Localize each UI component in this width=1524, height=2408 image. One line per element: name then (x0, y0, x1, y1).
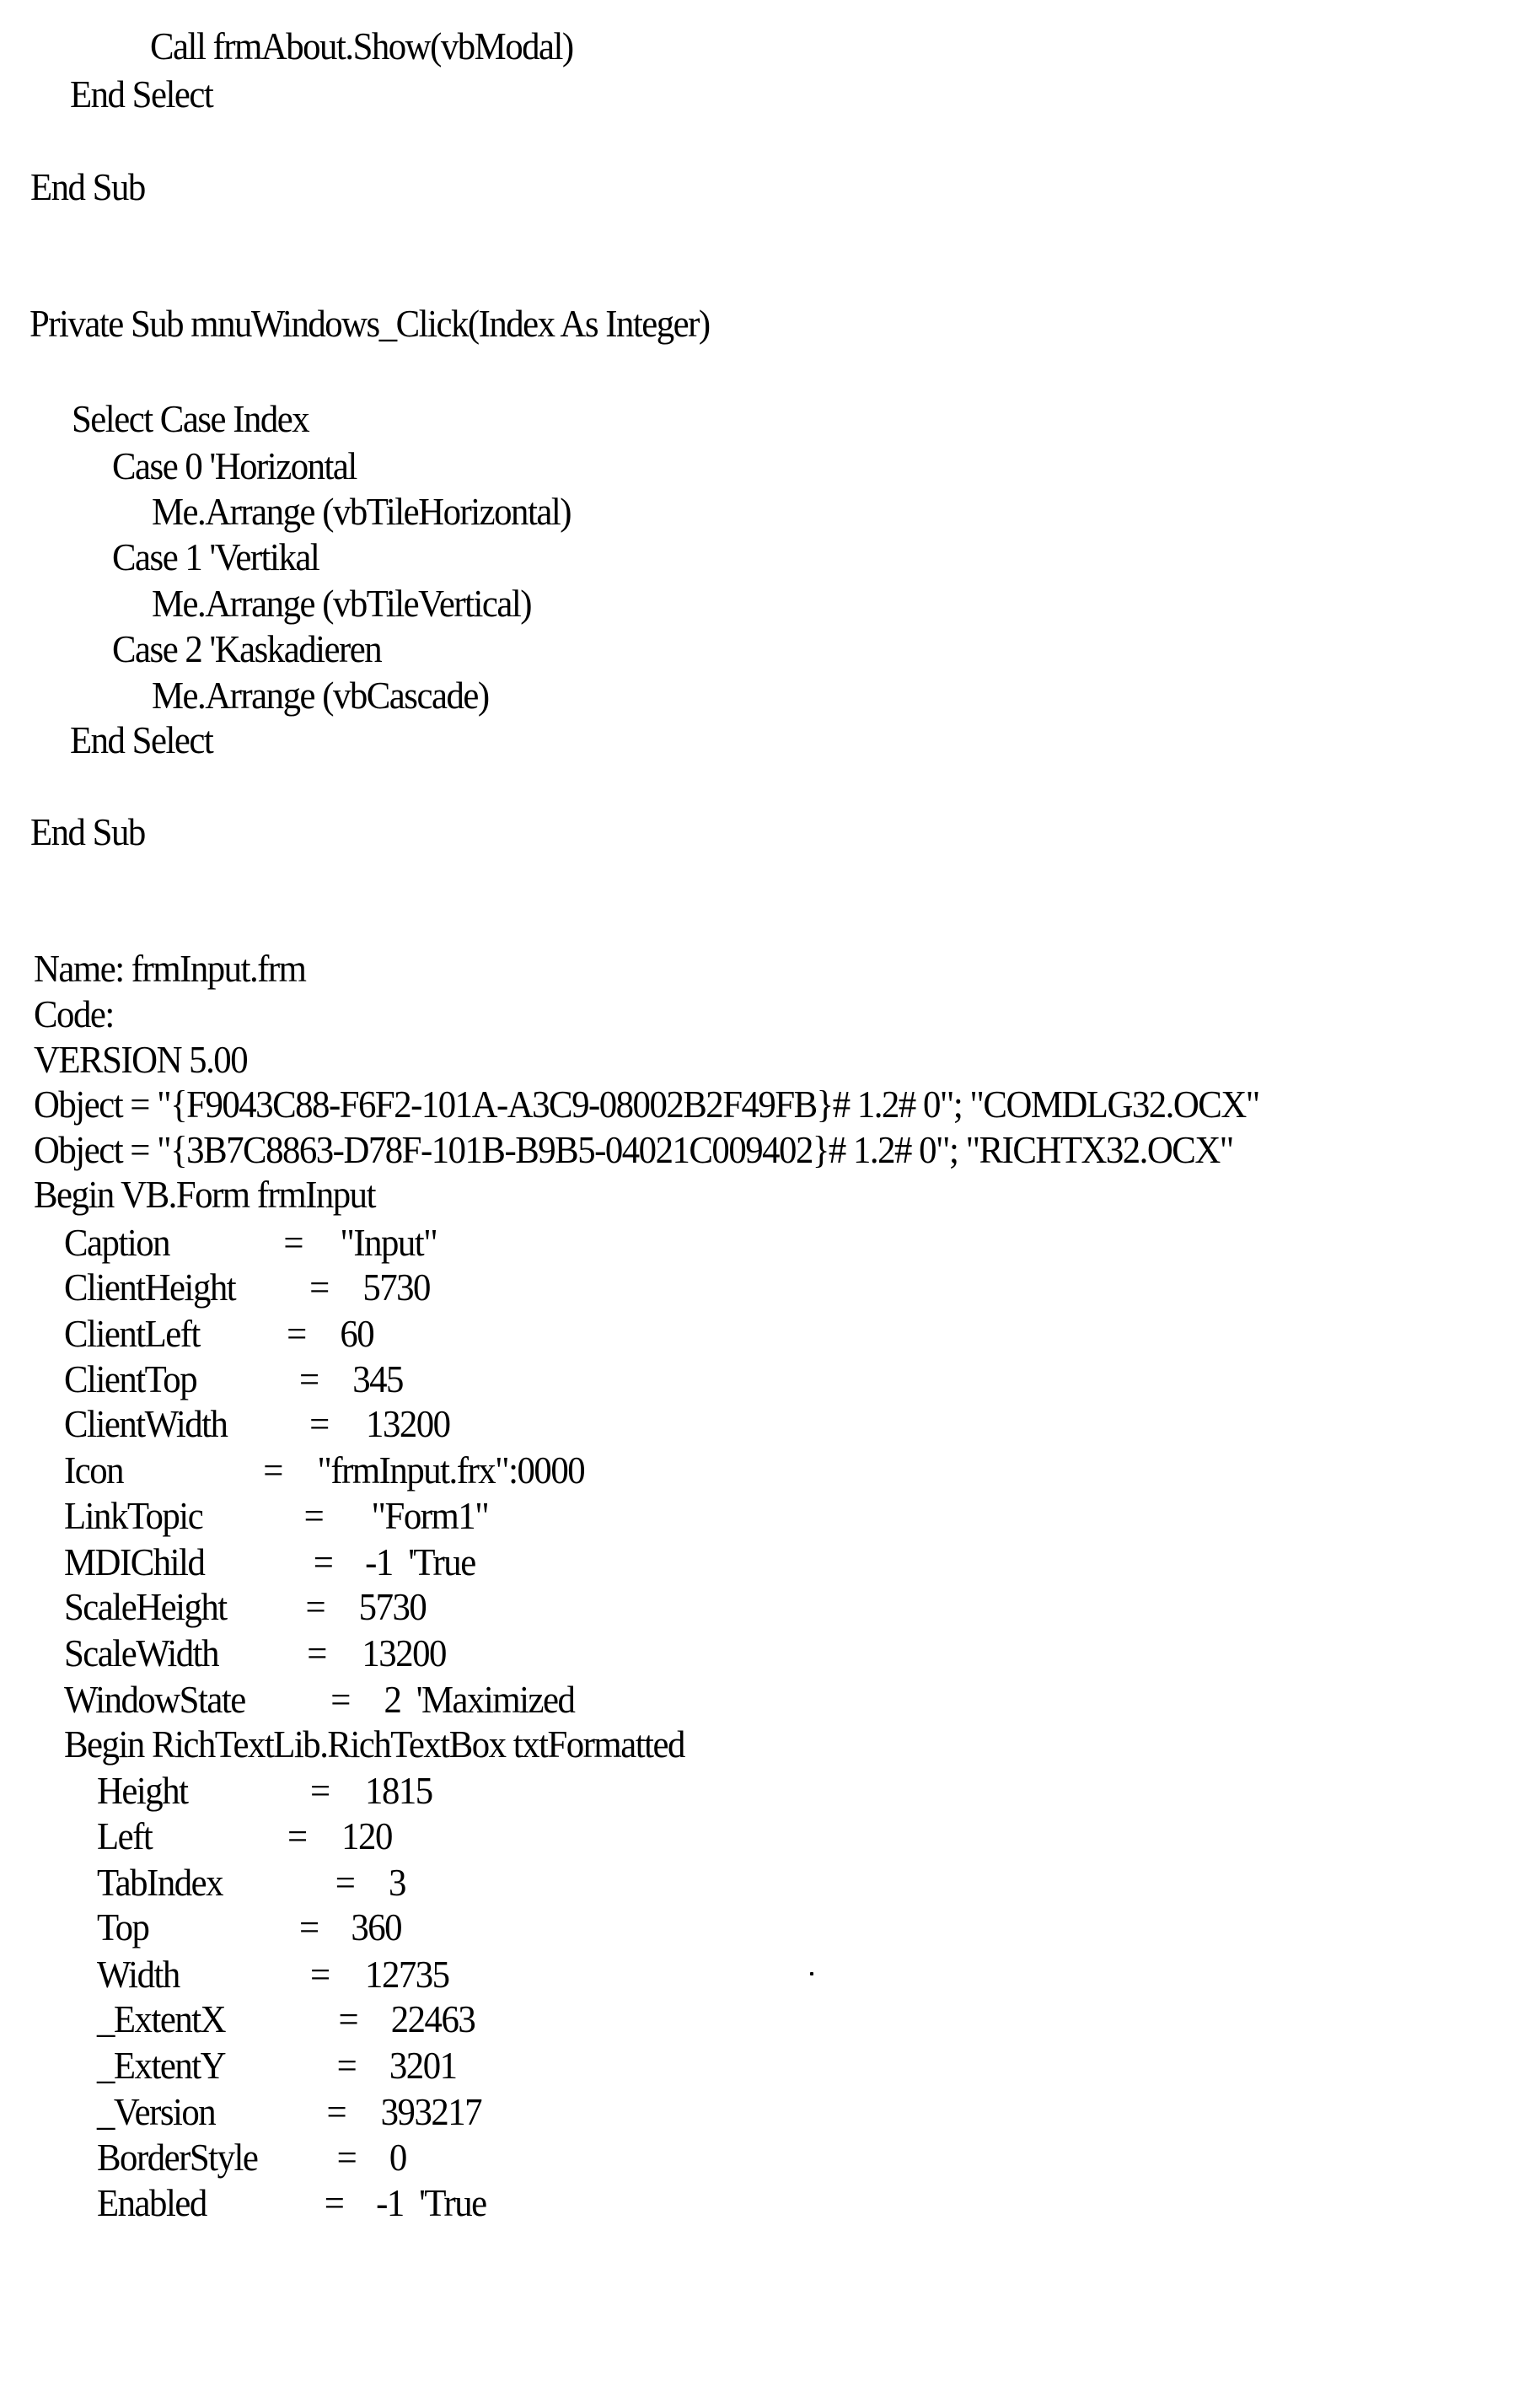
property-row (64, 1631, 613, 1676)
property-value: 2 'Maximized (384, 1678, 575, 1721)
equals-sign: = (299, 1357, 319, 1400)
object-reference-line: Object = "{F9043C88-F6F2-101A-A3C9-08002B2F49FB}# 1.2# 0"; "COMDLG32.OCX" (34, 1083, 1259, 1126)
property-value: 3201 (389, 2044, 457, 2087)
property-value: -1 'True (376, 2181, 486, 2224)
property-key: Top (97, 1905, 149, 1948)
property-row (64, 1584, 613, 1630)
property-value: 22463 (390, 1997, 475, 2040)
property-row (97, 1768, 646, 1814)
property-value: "Form1" (371, 1494, 489, 1537)
property-value: 1815 (365, 1769, 432, 1812)
property-key: WindowState (64, 1678, 245, 1721)
object-reference-line: Object = "{3B7C8863-D78F-101B-B9B5-04021C009402}# 1.2# 0"; "RICHTX32.OCX" (34, 1128, 1233, 1171)
code-line: End Sub (30, 165, 145, 208)
property-value: 5730 (362, 1266, 430, 1309)
equals-sign: = (298, 1905, 319, 1948)
version-line: VERSION 5.00 (34, 1038, 248, 1081)
property-row (97, 2180, 646, 2226)
property-key: LinkTopic (64, 1494, 203, 1537)
equals-sign: = (303, 1494, 324, 1537)
property-row (97, 1860, 646, 1905)
equals-sign: = (336, 2136, 357, 2179)
property-row (64, 1401, 613, 1447)
property-key: ScaleHeight (64, 1585, 227, 1628)
property-value: -1 'True (365, 1540, 475, 1583)
equals-sign: = (335, 1861, 355, 1904)
property-row (64, 1540, 613, 1585)
property-key: Height (97, 1769, 188, 1812)
equals-sign: = (263, 1449, 282, 1492)
code-line: Me.Arrange (vbCascade) (152, 674, 489, 717)
code-line: Me.Arrange (vbTileHorizontal) (152, 490, 572, 533)
equals-sign: = (283, 1221, 303, 1264)
code-line: End Select (70, 73, 213, 116)
property-key: _ExtentX (97, 1997, 226, 2040)
property-key: MDIChild (64, 1540, 205, 1583)
property-key: ClientHeight (64, 1266, 236, 1309)
code-line: Case 0 'Horizontal (112, 444, 357, 487)
equals-sign: = (309, 1402, 329, 1445)
property-key: TabIndex (97, 1861, 223, 1904)
property-row (97, 2135, 646, 2180)
code-line: Case 2 'Kaskadieren (112, 627, 382, 670)
equals-sign: = (338, 1997, 358, 2040)
property-row (97, 1997, 646, 2042)
equals-sign: = (324, 2181, 344, 2224)
property-key: ClientTop (64, 1357, 197, 1400)
property-row (64, 1265, 613, 1310)
property-value: 393217 (380, 2090, 482, 2133)
property-value: 60 (340, 1312, 374, 1355)
property-row (64, 1448, 691, 1493)
equals-sign: = (336, 2044, 357, 2087)
property-row (97, 1814, 646, 1859)
property-key: Enabled (97, 2181, 207, 2224)
property-row (64, 1493, 613, 1539)
sub-declaration: Private Sub mnuWindows_Click(Index As Integer) (30, 302, 710, 345)
equals-sign: = (326, 2090, 346, 2133)
property-value: 13200 (366, 1402, 450, 1445)
property-key: ScaleWidth (64, 1631, 218, 1674)
equals-sign: = (307, 1631, 326, 1674)
property-row (97, 2089, 646, 2135)
code-line: End Sub (30, 810, 145, 853)
property-key: ClientLeft (64, 1312, 200, 1355)
code-line: Call frmAbout.Show(vbModal) (150, 24, 573, 67)
property-value: 3 (388, 1861, 405, 1904)
property-value: 0 (389, 2136, 406, 2179)
property-value: "frmInput.frx":0000 (317, 1449, 585, 1492)
file-name-label: Name: frmInput.frm (34, 947, 306, 990)
form-begin-line: Begin VB.Form frmInput (34, 1173, 375, 1216)
property-row (97, 1952, 646, 1997)
property-row (64, 1357, 613, 1402)
property-key: Icon (64, 1449, 124, 1492)
property-row (97, 2043, 646, 2088)
property-key: BorderStyle (97, 2136, 258, 2179)
code-line: End Select (70, 718, 213, 761)
code-line: Me.Arrange (vbTileVertical) (152, 582, 532, 625)
property-value: 345 (352, 1357, 403, 1400)
code-line: Case 1 'Vertikal (112, 535, 319, 578)
property-value: 120 (341, 1814, 392, 1857)
property-value: "Input" (340, 1221, 437, 1264)
code-line: Select Case Index (72, 397, 309, 440)
equals-sign: = (309, 1266, 329, 1309)
property-row (64, 1311, 613, 1357)
property-value: 5730 (358, 1585, 427, 1628)
equals-sign: = (309, 1769, 330, 1812)
property-value: 13200 (362, 1631, 446, 1674)
property-key: _Version (97, 2090, 216, 2133)
property-value: 12735 (365, 1953, 449, 1996)
equals-sign: = (287, 1312, 306, 1355)
equals-sign: = (313, 1540, 333, 1583)
property-row (64, 1220, 613, 1266)
equals-sign: = (309, 1953, 330, 1996)
property-key: Caption (64, 1221, 170, 1264)
property-key: _ExtentY (97, 2044, 226, 2087)
property-key: Left (97, 1814, 153, 1857)
property-key: ClientWidth (64, 1402, 228, 1445)
property-row (97, 1905, 646, 1950)
property-value: 360 (351, 1905, 402, 1948)
equals-sign: = (330, 1678, 350, 1721)
equals-sign: = (287, 1814, 307, 1857)
property-row (64, 1677, 691, 1723)
scan-artifact-dot (810, 1972, 813, 1975)
property-key: Width (97, 1953, 180, 1996)
equals-sign: = (305, 1585, 325, 1628)
control-begin-line: Begin RichTextLib.RichTextBox txtFormatted (64, 1723, 684, 1766)
code-label: Code: (34, 992, 114, 1035)
